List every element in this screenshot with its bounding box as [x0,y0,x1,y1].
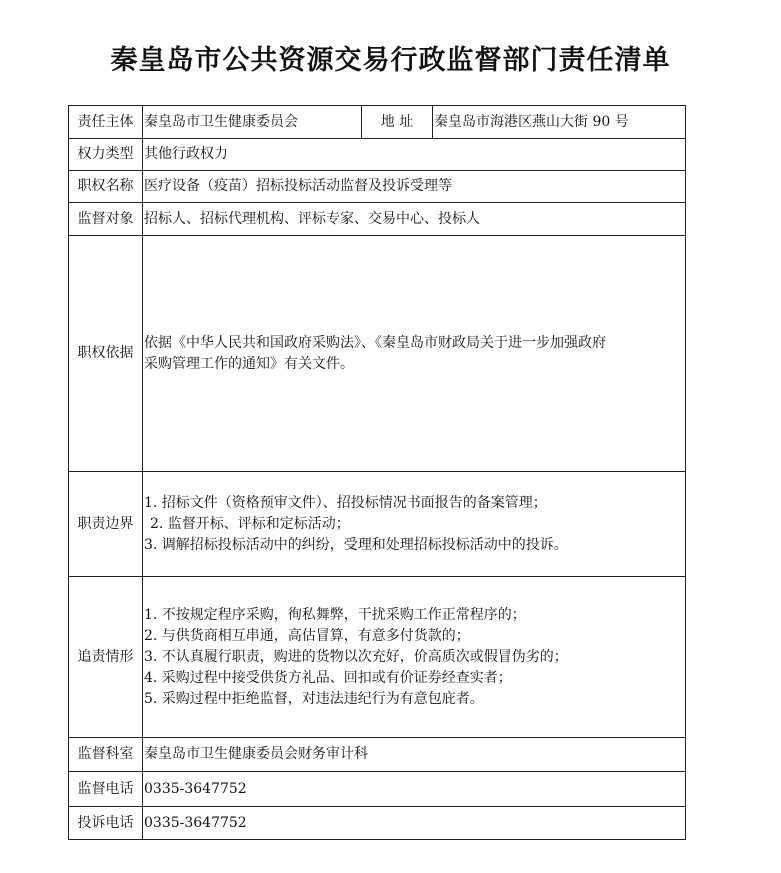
document-title: 秦皇岛市公共资源交易行政监督部门责任清单 [110,45,671,76]
accountability-item: 2. 与供货商相互串通，高估冒算，有意多付货款的； [144,627,470,644]
value-office: 秦皇岛市卫生健康委员会财务审计科 [143,738,686,772]
boundary-item: 3. 调解招标投标活动中的纠纷，受理和处理招标投标活动中的投诉。 [144,536,568,553]
label-address: 地 址 [362,106,433,139]
label-complaint-phone: 投诉电话 [69,807,143,840]
label-basis: 职权依据 [69,236,143,472]
row-supervise-phone [69,772,686,807]
value-basis [143,236,686,472]
basis-line: 依据《中华人民共和国政府采购法》、《秦皇岛市财政局关于进一步加强政府 [144,334,606,351]
label-target: 监督对象 [69,203,143,236]
row-power-name [69,171,686,203]
responsibility-table [68,105,686,840]
boundary-item: 2. 监督开标、评标和定标活动； [150,515,350,532]
value-boundary [143,472,686,577]
value-address: 秦皇岛市海港区燕山大街 90 号 [433,106,686,139]
value-complaint-phone: 0335-3647752 [143,807,686,840]
basis-line: 采购管理工作的通知》有关文件。 [144,355,354,372]
row-accountability [69,577,686,738]
value-subject: 秦皇岛市卫生健康委员会 [143,106,362,139]
label-subject: 责任主体 [69,106,143,139]
row-office [69,738,686,772]
label-office: 监督科室 [69,738,143,772]
value-power-name: 医疗设备（疫苗）招标投标活动监督及投诉受理等 [143,171,686,203]
row-complaint-phone [69,807,686,840]
value-target: 招标人、招标代理机构、评标专家、交易中心、投标人 [143,203,686,236]
accountability-item: 3. 不认真履行职责，购进的货物以次充好，价高质次或假冒伪劣的； [144,648,568,665]
accountability-item: 4. 采购过程中接受供货方礼品、回扣或有价证券经查实者； [144,669,512,686]
row-target [69,203,686,236]
row-power-type [69,139,686,171]
accountability-item: 5. 采购过程中拒绝监督，对违法违纪行为有意包庇者。 [144,690,484,707]
label-supervise-phone: 监督电话 [69,772,143,807]
row-subject [69,106,686,139]
boundary-item: 1. 招标文件（资格预审文件）、招投标情况书面报告的备案管理； [144,494,547,511]
label-boundary: 职责边界 [69,472,143,577]
value-supervise-phone: 0335-3647752 [143,772,686,807]
value-accountability [143,577,686,738]
row-boundary [69,472,686,577]
label-power-name: 职权名称 [69,171,143,203]
value-power-type: 其他行政权力 [143,139,686,171]
accountability-item: 1. 不按规定程序采购，徇私舞弊，干扰采购工作正常程序的； [144,606,526,623]
label-accountability: 追责情形 [69,577,143,738]
label-power-type: 权力类型 [69,139,143,171]
row-basis [69,236,686,472]
